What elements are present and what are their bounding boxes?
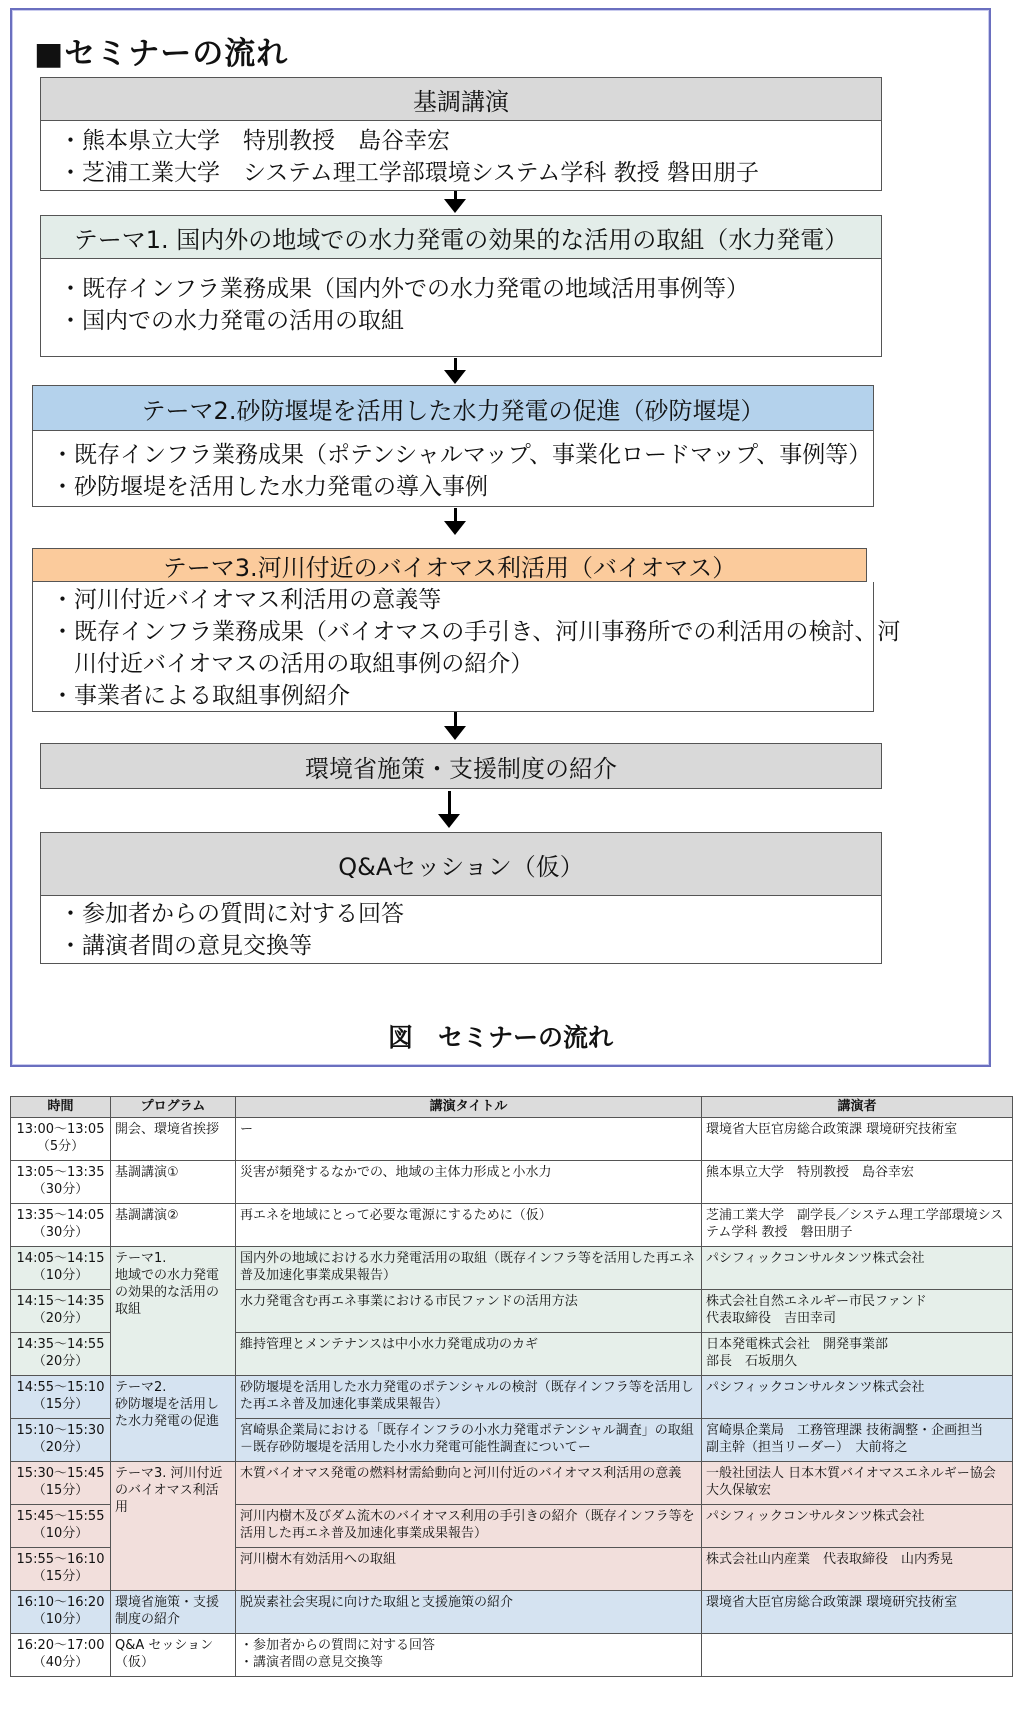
title-cell: ・参加者からの質問に対する回答 ・講演者間の意見交換等 [236, 1634, 702, 1677]
program-cell: テーマ1. 地域での水力発電の効果的な活用の取組 [111, 1247, 236, 1376]
theme1-item: ・国内での水力発電の活用の取組 [59, 308, 404, 334]
time-duration: （15分） [32, 1397, 89, 1412]
theme3-item: ・河川付近バイオマス利活用の意義等 [51, 587, 442, 613]
program-cell: 基調講演② [111, 1204, 236, 1247]
title-cell: 維持管理とメンテナンスは中小水力発電成功のカギ [236, 1333, 702, 1376]
title-cell: 宮崎県企業局における「既存インフラの小水力発電ポテンシャル調査」の取組 －既存砂防堰堤を活用した小水力発電可能性調査についてー [236, 1419, 702, 1462]
program-cell: 基調講演① [111, 1161, 236, 1204]
time-range: 15:45～15:55 [16, 1509, 105, 1524]
col-header-speaker: 講演者 [702, 1097, 1013, 1118]
title-cell: 再エネを地域にとって必要な電源にするために（仮） [236, 1204, 702, 1247]
table-row [11, 1247, 1013, 1290]
time-duration: （40分） [32, 1655, 89, 1670]
col-header-time: 時間 [11, 1097, 111, 1118]
keynote-item: ・熊本県立大学 特別教授 島谷幸宏 [59, 128, 450, 154]
schedule-body [11, 1118, 1013, 1677]
time-duration: （20分） [32, 1440, 89, 1455]
time-cell [11, 1333, 111, 1376]
title-cell: 河川樹木有効活用への取組 [236, 1548, 702, 1591]
time-range: 15:10～15:30 [16, 1423, 105, 1438]
time-duration: （20分） [32, 1311, 89, 1326]
speaker-cell: パシフィックコンサルタンツ株式会社 [702, 1247, 1013, 1290]
time-cell [11, 1376, 111, 1419]
speaker-cell: 株式会社山内産業 代表取締役 山内秀晃 [702, 1548, 1013, 1591]
program-cell: テーマ3. 河川付近のバイオマス利活用 [111, 1462, 236, 1591]
speaker-cell: 宮崎県企業局 工務管理課 技術調整・企画担当 副主幹（担当リーダー） 大前将之 [702, 1419, 1013, 1462]
theme2-item: ・砂防堰堤を活用した水力発電の導入事例 [51, 474, 488, 500]
table-row [11, 1462, 1013, 1505]
table-row [11, 1376, 1013, 1419]
time-duration: （5分） [36, 1139, 85, 1154]
program-cell: 環境省施策・支援制度の紹介 [111, 1591, 236, 1634]
time-duration: （10分） [32, 1268, 89, 1283]
time-range: 15:55～16:10 [16, 1552, 105, 1567]
time-cell [11, 1419, 111, 1462]
time-duration: （20分） [32, 1354, 89, 1369]
time-cell [11, 1505, 111, 1548]
time-range: 14:15～14:35 [16, 1294, 105, 1309]
program-cell: 開会、環境省挨拶 [111, 1118, 236, 1161]
speaker-cell [702, 1634, 1013, 1677]
theme2-item: ・既存インフラ業務成果（ポテンシャルマップ、事業化ロードマップ、事例等） [51, 442, 872, 468]
time-range: 16:20～17:00 [16, 1638, 105, 1653]
title-cell: 脱炭素社会実現に向けた取組と支援施策の紹介 [236, 1591, 702, 1634]
time-range: 15:30～15:45 [16, 1466, 105, 1481]
time-cell [11, 1247, 111, 1290]
title-cell: 災害が頻発するなかでの、地域の主体力形成と小水力 [236, 1161, 702, 1204]
title-cell: 木質バイオマス発電の燃料材需給動向と河川付近のバイオマス利活用の意義 [236, 1462, 702, 1505]
theme1-item: ・既存インフラ業務成果（国内外での水力発電の地域活用事例等） [59, 276, 749, 302]
speaker-cell: 芝浦工業大学 副学長／システム理工学部環境システム学科 教授 磐田朋子 [702, 1204, 1013, 1247]
seminar-flow-figure [10, 8, 991, 1067]
theme3-body [32, 582, 901, 712]
figure-caption: 図 セミナーの流れ [387, 1023, 613, 1052]
col-header-program: プログラム [111, 1097, 236, 1118]
title-cell: 砂防堰堤を活用した水力発電のポテンシャルの検討（既存インフラ等を活用した再エネ普及加速化事業成果報告） [236, 1376, 702, 1419]
qa-item: ・参加者からの質問に対する回答 [59, 901, 404, 927]
table-row [11, 1634, 1013, 1677]
time-cell [11, 1290, 111, 1333]
speaker-cell: 株式会社自然エネルギー市民ファンド 代表取締役 吉田幸司 [702, 1290, 1013, 1333]
title-cell: ー [236, 1118, 702, 1161]
keynote-body [40, 121, 882, 191]
program-cell: テーマ2. 砂防堰堤を活用した水力発電の促進 [111, 1376, 236, 1462]
table-row [11, 1591, 1013, 1634]
time-range: 14:35～14:55 [16, 1337, 105, 1352]
speaker-cell: 環境省大臣官房総合政策課 環境研究技術室 [702, 1118, 1013, 1161]
qa-header: Q&Aセッション（仮） [40, 832, 882, 896]
program-cell: Q&A セッション （仮） [111, 1634, 236, 1677]
speaker-cell: パシフィックコンサルタンツ株式会社 [702, 1376, 1013, 1419]
theme1-body [40, 259, 882, 357]
time-cell [11, 1634, 111, 1677]
speaker-cell: パシフィックコンサルタンツ株式会社 [702, 1505, 1013, 1548]
time-range: 13:05～13:35 [16, 1165, 105, 1180]
schedule-table [10, 1096, 1013, 1677]
title-cell: 国内外の地域における水力発電活用の取組（既存インフラ等を活用した再エネ普及加速化事業成果報告） [236, 1247, 702, 1290]
title-cell: 河川内樹木及びダム流木のバイオマス利用の手引きの紹介（既存インフラ等を活用した再エネ普及加速化事業成果報告） [236, 1505, 702, 1548]
time-duration: （30分） [32, 1182, 89, 1197]
theme1-header: テーマ1. 国内外の地域での水力発電の効果的な活用の取組（水力発電） [40, 215, 882, 259]
keynote-item: ・芝浦工業大学 システム理工学部環境システム学科 教授 磐田朋子 [59, 160, 760, 186]
qa-body [40, 896, 882, 964]
time-cell [11, 1591, 111, 1634]
keynote-header: 基調講演 [40, 77, 882, 121]
policy-header: 環境省施策・支援制度の紹介 [40, 743, 882, 789]
flow-title: ■セミナーの流れ [34, 36, 289, 72]
title-cell: 水力発電含む再エネ事業における市民ファンドの活用方法 [236, 1290, 702, 1333]
theme3-header: テーマ3.河川付近のバイオマス利活用（バイオマス） [32, 548, 867, 582]
speaker-cell: 一般社団法人 日本木質バイオマスエネルギー協会 大久保敏宏 [702, 1462, 1013, 1505]
table-header-row [11, 1097, 1013, 1118]
time-duration: （10分） [32, 1612, 89, 1627]
time-cell [11, 1161, 111, 1204]
speaker-cell: 日本発電株式会社 開発事業部 部長 石坂朋久 [702, 1333, 1013, 1376]
time-range: 14:55～15:10 [16, 1380, 105, 1395]
table-row [11, 1118, 1013, 1161]
theme3-item: ・事業者による取組事例紹介 [51, 683, 350, 709]
theme2-header: テーマ2.砂防堰堤を活用した水力発電の促進（砂防堰堤） [32, 385, 874, 431]
col-header-title: 講演タイトル [236, 1097, 702, 1118]
time-duration: （15分） [32, 1569, 89, 1584]
speaker-cell: 熊本県立大学 特別教授 島谷幸宏 [702, 1161, 1013, 1204]
theme2-body [32, 431, 874, 507]
time-duration: （30分） [32, 1225, 89, 1240]
time-cell [11, 1204, 111, 1247]
time-range: 13:00～13:05 [16, 1122, 105, 1137]
time-range: 14:05～14:15 [16, 1251, 105, 1266]
table-row [11, 1204, 1013, 1247]
table-row [11, 1161, 1013, 1204]
qa-item: ・講演者間の意見交換等 [59, 933, 312, 959]
time-duration: （10分） [32, 1526, 89, 1541]
time-cell [11, 1462, 111, 1505]
time-duration: （15分） [32, 1483, 89, 1498]
theme3-item: ・既存インフラ業務成果（バイオマスの手引き、河川事務所での利活用の検討、河 [51, 619, 901, 645]
theme3-item: 川付近バイオマスの活用の取組事例の紹介） [51, 651, 534, 677]
time-cell [11, 1118, 111, 1161]
speaker-cell: 環境省大臣官房総合政策課 環境研究技術室 [702, 1591, 1013, 1634]
time-range: 16:10～16:20 [16, 1595, 105, 1610]
time-cell [11, 1548, 111, 1591]
time-range: 13:35～14:05 [16, 1208, 105, 1223]
